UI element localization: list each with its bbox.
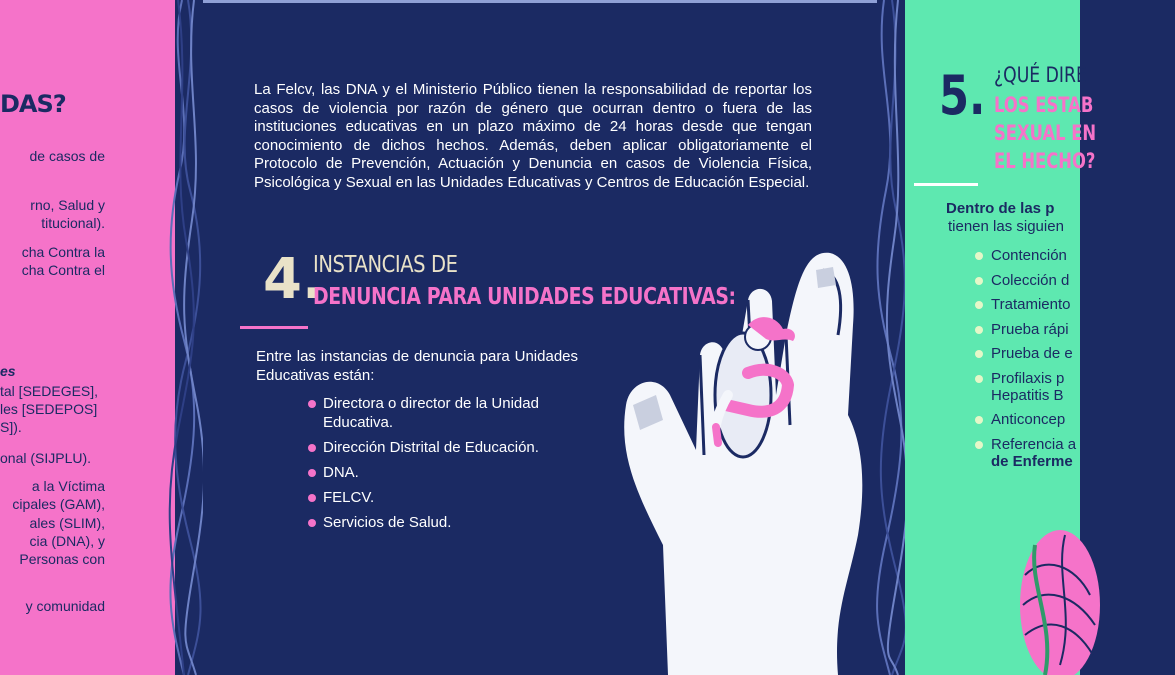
list-item-continuation: de Enferme (991, 452, 1073, 470)
list-item: Contención (975, 247, 1175, 264)
section-5-title-line2: LOS ESTAB (994, 93, 1094, 117)
left-text-line: ales (SLIM), (29, 515, 105, 531)
list-item: Directora o director de la Unidad Educativa. (308, 395, 588, 432)
list-item: Colección d (975, 272, 1175, 289)
instances-list (308, 395, 588, 539)
left-text-line: cha Contra el (21, 262, 105, 278)
services-list (975, 247, 1175, 477)
left-text-line: S]). (0, 419, 22, 435)
left-text-line: les [SEDEPOS] (0, 401, 98, 417)
list-item-continuation: Hepatitis B (991, 386, 1064, 404)
left-text-line: tal [SEDEGES], (0, 383, 99, 399)
list-item: DNA. (308, 464, 588, 483)
left-text-line: a la Víctima (31, 478, 105, 494)
bullet-dot-icon (308, 444, 316, 452)
left-text-line: cha Contra la (21, 244, 105, 260)
section-5-number: 5. (939, 64, 986, 127)
bullet-dot-icon (975, 416, 983, 424)
bullet-dot-icon (975, 277, 983, 285)
list-item: Profilaxis p (975, 370, 1175, 387)
section-5-title-line3: SEXUAL EN (994, 121, 1097, 145)
bullet-dot-icon (975, 301, 983, 309)
list-item: FELCV. (308, 489, 588, 508)
left-panel (0, 0, 175, 675)
bullet-dot-icon (308, 469, 316, 477)
bullet-dot-icon (975, 326, 983, 334)
section-5-title-line1: ¿QUÉ DIRE (994, 63, 1087, 87)
list-item: Prueba de e (975, 345, 1175, 362)
list-item: Tratamiento (975, 296, 1175, 313)
list-intro: Entre las instancias de denuncia para Unidades Educativas están: (256, 348, 578, 384)
section-4-title-line1: INSTANCIAS DE (313, 252, 458, 278)
bullet-dot-icon (308, 494, 316, 502)
left-text-line: Personas con (19, 551, 105, 567)
left-text-line: es (0, 363, 16, 379)
bullet-dot-icon (975, 252, 983, 260)
intro-paragraph: La Felcv, las DNA y el Ministerio Público tienen la responsabilidad de reportar los casos de violencia por razón de género que ocurran dentro o fuera de las instituciones educativas en un plazo máximo de 24 horas desde que tengan conocimiento de dichos hechos. Además, deben aplicar obligatoriamente el Protocolo de Prevención, Actuación y Denuncia en casos de Violencia Física, Psicológica y Sexual en las Unidades Educativas y Centros de Educación Especial. (254, 81, 812, 191)
hand-illustration (608, 245, 878, 675)
bullet-dot-icon (308, 519, 316, 527)
left-text-line: cia (DNA), y (29, 533, 105, 549)
list-item: Dirección Distrital de Educación. (308, 439, 588, 458)
section-4-rule (240, 326, 308, 329)
left-text-line: y comunidad (25, 598, 105, 614)
bullet-dot-icon (308, 400, 316, 408)
section-5-rule (914, 183, 978, 186)
left-text-line: onal (SIJPLU). (0, 450, 92, 466)
list-item: Anticoncep (975, 411, 1175, 428)
bullet-dot-icon (975, 441, 983, 449)
left-heading: DAS? (0, 90, 66, 118)
right-lead-bold: Dentro de las p (946, 200, 1055, 217)
list-item: Servicios de Salud. (308, 514, 588, 533)
left-text-line: cipales (GAM), (12, 496, 105, 512)
yarn-ball-illustration (1015, 515, 1095, 675)
left-text-line: rno, Salud y (30, 197, 105, 213)
bullet-dot-icon (975, 375, 983, 383)
top-rule (203, 0, 877, 3)
list-item: Prueba rápi (975, 321, 1175, 338)
section-4-title-line2: DENUNCIA PARA UNIDADES EDUCATIVAS: (313, 284, 736, 310)
section-4-number: 4. (263, 247, 324, 312)
bullet-dot-icon (975, 350, 983, 358)
center-panel (203, 0, 877, 675)
list-item: Referencia a (975, 436, 1175, 453)
section-5-title-line4: EL HECHO? (994, 149, 1096, 173)
right-panel (905, 0, 1097, 675)
left-text-line: de casos de (29, 148, 105, 164)
right-lead-text: tienen las siguien (948, 218, 1064, 235)
left-text-line: titucional). (41, 215, 105, 231)
